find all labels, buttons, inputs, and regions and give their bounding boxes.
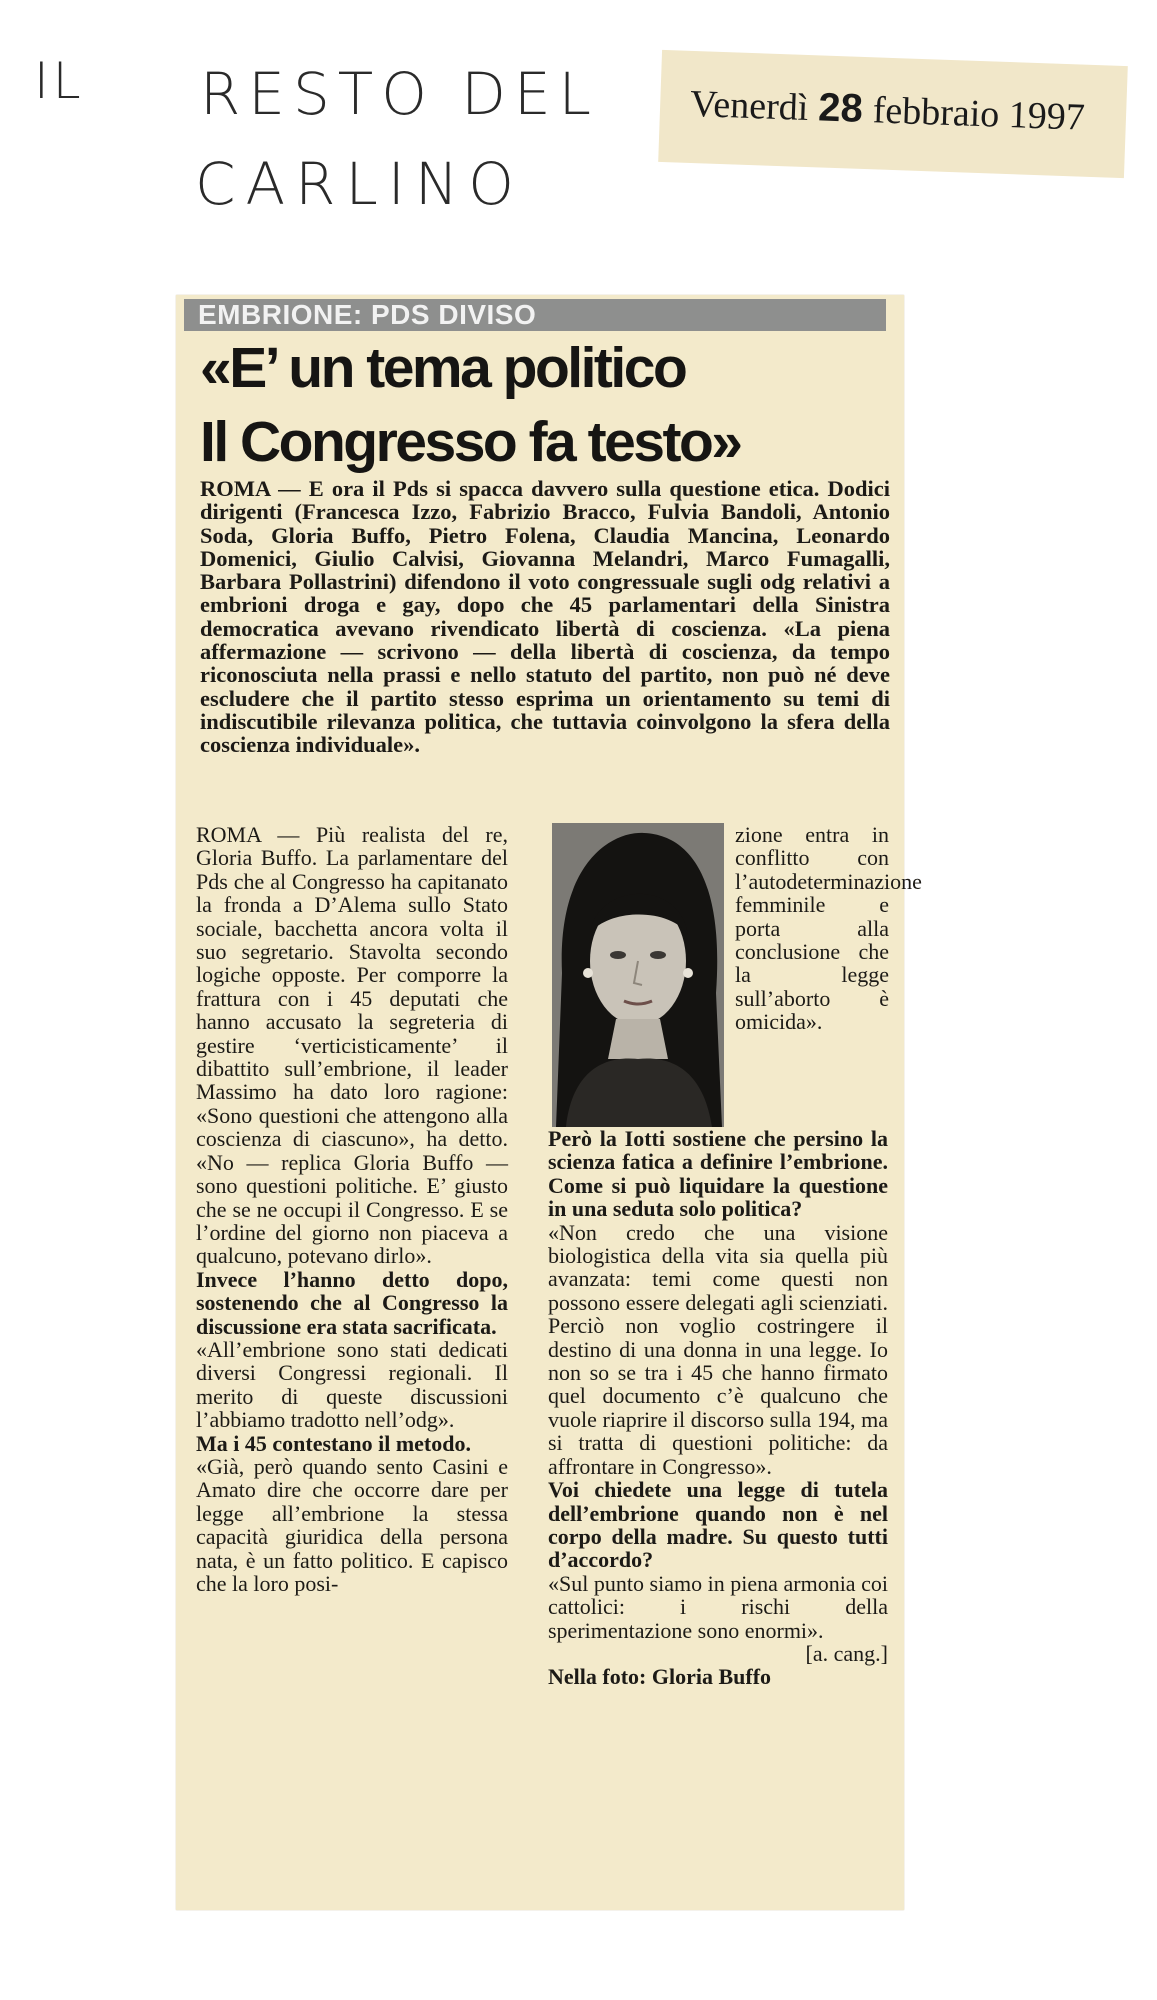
interview-question: Voi chiedete una legge di tutela dell’embrione quando non è nel corpo della madre. Su questo tutti d’accordo? [548, 1477, 888, 1573]
portrait-photo [552, 823, 724, 1127]
interview-question: Ma i 45 contestano il metodo. [196, 1430, 471, 1456]
interview-answer: «Non credo che una visione biologistica della vita sia quella più avanzata: temi come questi non possono essere delegati agli scienziati. Perciò non voglio costringere il destino di una donna in una legge. Io non so se tra i 45 che hanno firmato quel documento c’è qualcuno che vuole riaprire il discorso sulla 194, ma si tratta di questioni politiche: da affrontare in Congresso». [548, 1219, 888, 1479]
date-weekday: Venerdì [689, 82, 810, 130]
body-paragraph: zione entra in conflitto con l’autodeterminazione femminile e porta alla conclusione che la legge sull’aborto è omicida». [735, 822, 922, 1035]
interview-answer: «Già, però quando sento Casini e Amato dire che occorre dare per legge all’embrione la stessa capacità giuridica della persona nata, è un fatto politico. E capisco che la loro posi- [196, 1453, 508, 1596]
article-column-right-top [735, 822, 922, 1035]
date-day: 28 [817, 85, 864, 131]
date-label [658, 50, 1128, 178]
interview-answer: «All’embrione sono stati dedicati diversi Congressi regionali. Il merito di queste discussioni l’abbiamo tradotto nell’odg». [196, 1336, 508, 1433]
article-column-right [548, 1127, 888, 1689]
article-column-left [196, 823, 508, 1595]
newspaper-clipping [176, 295, 922, 1910]
photo-caption: Nella foto: Gloria Buffo [548, 1664, 772, 1690]
handwritten-note-carlino: CARLINO [195, 150, 524, 218]
headline-line-1: «E’ un tema politico [200, 336, 686, 400]
date-month-year: febbraio 1997 [872, 89, 1086, 139]
portrait-illustration [552, 823, 724, 1127]
author-signature: [a. cang.] [805, 1640, 888, 1666]
handwritten-note-il: IL [34, 52, 85, 110]
headline-line-2: Il Congresso fa testo» [200, 410, 741, 474]
kicker-banner: EMBRIONE: PDS DIVISO [184, 299, 886, 331]
interview-question: Però la Iotti sostiene che persino la scienza fatica a definire l’embrione. Come si può liquidare la questione in una seduta solo politica? [548, 1126, 888, 1222]
body-paragraph: ROMA — Più realista del re, Gloria Buffo. La parlamentare del Pds che al Congresso ha capitanato la fronda a D’Alema sullo Stato sociale, bacchetta ancora volta il suo segretario. Stavolta secondo logiche opposte. Per comporre la frattura con i 45 deputati che hanno accusato la segreteria di gestire ‘verticisticamente’ il dibattito sull’embrione, il leader Massimo ha dato loro ragione: «Sono questioni che attengono alla coscienza di ciascuno», ha detto. «No — replica Gloria Buffo — sono questioni politiche. E’ giusto che se ne occupi il Congresso. E se l’ordine del giorno non piaceva a qualcuno, potevano dirlo». [196, 822, 508, 1269]
headline [200, 331, 740, 479]
interview-question: Invece l’hanno detto dopo, sostenendo che al Congresso la discussione era stata sacrificata. [196, 1266, 508, 1339]
handwritten-note-resto-del: RESTO DEL [200, 60, 599, 128]
interview-answer: «Sul punto siamo in piena armonia coi cattolici: i rischi della sperimentazione sono enormi». [548, 1570, 888, 1643]
intro-paragraph: ROMA — E ora il Pds si spacca davvero sulla questione etica. Dodici dirigenti (Francesca Izzo, Fabrizio Bracco, Fulvia Bandoli, Antonio Soda, Gloria Buffo, Pietro Folena, Claudia Mancina, Leonardo Domenici, Giulio Calvisi, Giovanna Melandri, Marco Fumagalli, Barbara Pollastrini) difendono il voto congressuale sugli odg relativi a embrioni droga e gay, dopo che 45 parlamentari della Sinistra democratica avevano rivendicato libertà di coscienza. «La piena affermazione — scrivono — della libertà di coscienza, da tempo riconosciuta nella prassi e nello statuto del partito, non può né deve escludere che il partito stesso esprima un orientamento su temi di indiscutibile rilevanza politica, che tuttavia coinvolgono la sfera della coscienza individuale». [200, 476, 890, 758]
